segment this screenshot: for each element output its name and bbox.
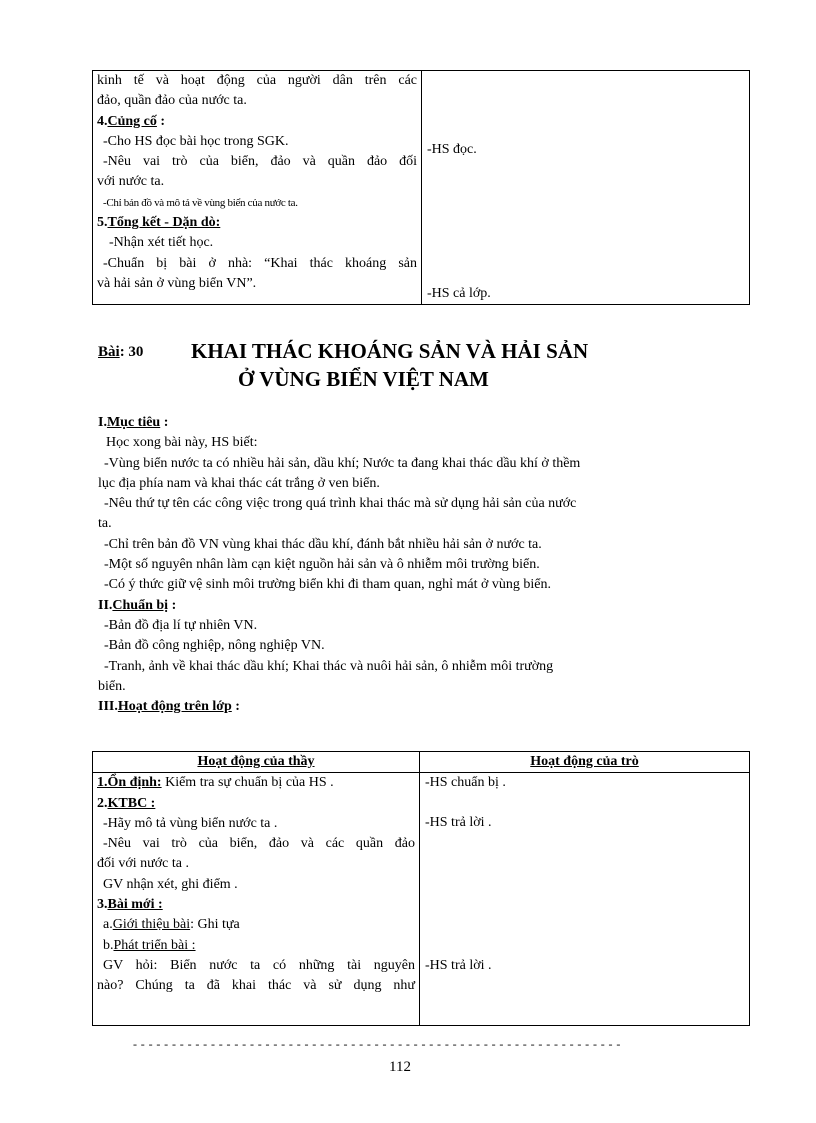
text-line: kinh tế và hoạt động của người dân trên các [97,73,417,88]
student-response: -HS trả lời . [425,958,492,974]
text-line: biển. [98,678,126,694]
text-line: đối với nước ta . [97,856,189,872]
text-line: đảo, quần đảo của nước ta. [97,93,247,109]
student-column [422,71,750,305]
text-line: và hải sản ở vùng biển VN”. [97,275,257,291]
text-line: -Vùng biển nước ta có nhiều hải sản, dầu khí; Nước ta đang khai thác dầu khí ở thềm [104,455,581,471]
student-response: -HS cả lớp. [427,286,491,301]
text-line: -Bản đồ công nghiệp, nông nghiệp VN. [104,638,325,654]
objectives-heading: I.Mục tiêu : [98,415,169,430]
text-line: GV hỏi: Biển nước ta có những tài nguyên [103,957,415,973]
section-heading-tongket: 5.Tổng kết - Dặn dò: [97,215,221,231]
footer-divider: - - - - - - - - - - - - - - - - - - - - - - - - - - - - - - - - - - - - - - - - - - - - - - - - - - - - - - - - - - - - - - - [133,1037,621,1051]
intro-line: a.Giới thiệu bài: Ghi tựa [103,917,240,933]
lesson-continuation-table [92,70,750,305]
section-heading-cungco: 4.Củng cố : [97,113,166,129]
page-number: 112 [389,1059,411,1075]
student-response: -HS chuẩn bị . [425,775,506,791]
baimoi-heading: 3.Bài mới : [97,897,163,913]
prepare-heading: II.Chuẩn bị : [98,597,177,613]
text-line: -Có ý thức giữ vệ sinh môi trường biển khi đi tham quan, nghỉ mát ở vùng biển. [104,577,552,593]
header-student: Hoạt động của trò [420,752,750,773]
text-line: -Nêu vai trò của biển, đảo và các quần đảo [103,836,415,852]
text-line: -Nhận xét tiết học. [109,235,214,251]
activities-table [92,751,750,1026]
develop-line: b.Phát triển bài : [103,937,196,953]
text-line: -Hãy mô tả vùng biển nước ta . [103,815,278,831]
text-line: nào? Chúng ta đã khai thác và sử dụng như [97,978,415,994]
text-line: với nước ta. [97,174,165,190]
student-response: -HS đọc. [427,142,477,157]
header-teacher: Hoạt động của thầy [93,752,420,773]
lesson-title-line2: Ở VÙNG BIỂN VIỆT NAM [238,367,489,391]
text-line: -Chuẩn bị bài ở nhà: “Khai thác khoáng sản [103,255,417,271]
text-line: -Một số nguyên nhân làm cạn kiệt nguồn hải sản và ô nhiễm môi trường biển. [104,557,540,573]
activities-heading: III.Hoạt động trên lớp : [98,699,240,715]
text-line: ta. [98,516,112,532]
lesson-title-line1: KHAI THÁC KHOÁNG SẢN VÀ HẢI SẢN [191,339,589,363]
text-line: -Bản đồ địa lí tự nhiên VN. [104,617,258,633]
text-line: Học xong bài này, HS biết: [106,435,258,451]
text-line: -Chỉ trên bản đồ VN vùng khai thác dầu khí, đánh bắt nhiều hải sản ở nước ta. [104,536,542,552]
text-line: lục địa phía nam và khai thác cát trắng ở ven biển. [98,475,380,491]
text-line: -Cho HS đọc bài học trong SGK. [103,133,289,149]
lesson-number: Bài: 30 [98,344,144,360]
teacher-column [93,71,422,305]
objectives-section [98,413,698,717]
text-line: -Chỉ bản đồ và mô tả về vùng biển của nước ta. [103,196,298,209]
ondinh-line: 1.Ổn định: Kiểm tra sự chuẩn bị của HS . [97,775,334,791]
student-response: -HS trả lời . [425,815,492,831]
text-line: -Nêu thứ tự tên các công việc trong quá trình khai thác mà sử dụng hải sản của nước [104,496,577,512]
text-line: -Tranh, ảnh về khai thác dầu khí; Khai thác và nuôi hải sản, ô nhiễm môi trường [104,658,554,674]
student-column [420,773,750,1026]
text-line: GV nhận xét, ghi điểm . [103,876,238,892]
teacher-column [93,773,420,1026]
ktbc-heading: 2.KTBC : [97,795,156,811]
text-line: -Nêu vai trò của biển, đảo và quần đảo đối [103,154,417,170]
